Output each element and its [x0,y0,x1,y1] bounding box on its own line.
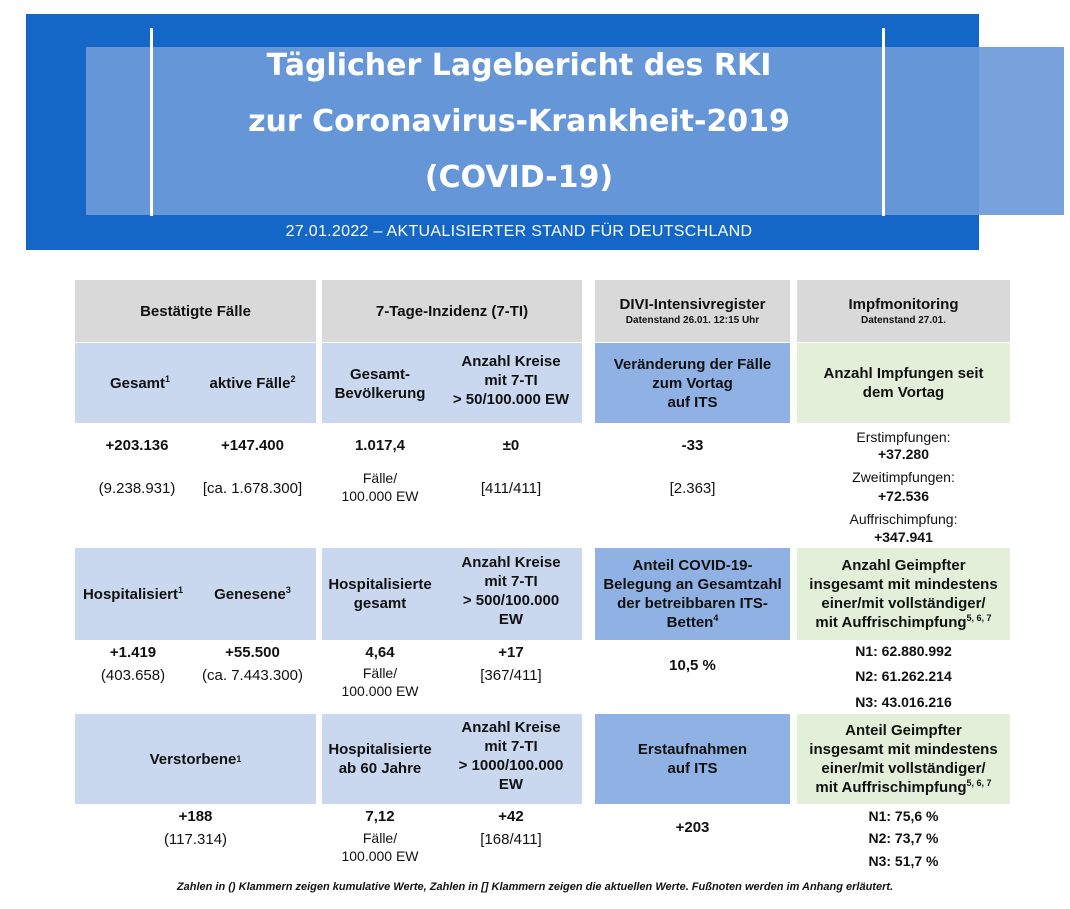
value-hospitalized-incidence: 4,64 [365,644,395,661]
value-districts-50-change: ±0 [502,437,520,454]
label-covid-its-share: Anteil COVID-19- Belegung an Gesamtzahl der betreibbaren ITS- Betten$^4$ [595,548,790,640]
vacc-booster-label: Auffrischimpfung: [849,511,958,527]
value-hospitalized-60plus-unit: Fälle/ 100.000 EW [341,830,419,864]
value-incidence: 1.017,4 [354,437,406,454]
value-its-change: -33 [681,437,704,454]
value-deaths-new: +188 [178,808,213,825]
value-hospitalized-new: +1.419 [109,644,157,661]
label-districts-1000: Anzahl Kreise mit 7-TI > 1000/100.000 EW [458,719,564,793]
value-total-new: +203.136 [105,437,169,454]
value-districts-1000-change: +42 [498,808,524,825]
vacc-booster-value: +347.941 [874,529,933,545]
section-header-divi [595,280,790,342]
section-title-divi: DIVI-Intensivregister [619,296,766,313]
value-hospitalized-60plus: 7,12 [365,808,395,825]
value-districts-500-change: +17 [498,644,524,661]
value-deaths-cumulative: (117.314) [163,831,228,848]
section-title-cases: Bestätigte Fälle [140,302,251,320]
footnote: Zahlen in () Klammern zeigen kumulative Werte, Zahlen in [] Klammern zeigen die aktuellen Werte. Fußnoten werden im Anhang erläutert. [176,881,894,893]
label-total-population: Gesamt- Bevölkerung [334,366,426,402]
value-covid-its-share: 10,5 % [669,657,716,674]
section-date-divi: Datenstand 26.01. 12:15 Uhr [625,315,760,326]
value-share-n2: N2: 73,7 % [868,830,939,846]
section-header-cases [75,280,316,342]
report-title-line-2: zur Coronavirus-Krankheit-2019 [248,104,790,139]
label-hospitalized-60plus: Hospitalisierte ab 60 Jahre [328,741,432,777]
label-total: Gesamt$^1$ [109,374,171,392]
label-its-admissions: Erstaufnahmen auf ITS [595,714,790,804]
section-date-vaccination: Datenstand 27.01. [860,315,947,326]
section-title-vaccination: Impfmonitoring [848,296,959,313]
value-share-n3: N3: 51,7 % [868,853,939,869]
value-active-current: [ca. 1.678.300] [202,480,303,497]
label-districts-50: Anzahl Kreise mit 7-TI > 50/100.000 EW [452,353,570,408]
value-hospitalized-cumulative: (403.658) [100,667,166,684]
vacc-second-label: Zweitimpfungen: [852,469,955,485]
value-incidence-unit: Fälle/ 100.000 EW [341,470,419,504]
label-hospitalized-total: Hospitalisierte gesamt [328,576,432,612]
vacc-second-value: +72.536 [878,488,929,504]
value-total-cumulative: (9.238.931) [98,480,176,497]
label-districts-500: Anzahl Kreise mit 7-TI > 500/100.000 EW [461,554,561,628]
label-vaccinated-share: Anteil Geimpfter insgesamt mit mindestens einer/mit vollständiger/ mit Auffrischimpfung$^{5, 6, 7}$ [797,714,1010,804]
label-recovered: Genesene$^3$ [214,585,291,603]
label-deaths: Verstorbene 1 [75,714,316,804]
label-vaccinations-since-yesterday: Anzahl Impfungen seit dem Vortag [797,343,1010,423]
value-share-n1: N1: 75,6 % [868,808,939,824]
vacc-first-value: +37.280 [878,446,929,462]
value-active-new: +147.400 [221,437,284,454]
section-title-incidence: 7-Tage-Inzidenz (7-TI) [375,302,529,320]
value-recovered-cumulative: (ca. 7.443.300) [202,667,303,684]
value-districts-1000-current: [168/411] [480,831,542,848]
label-active-cases: aktive Fälle$^2$ [209,374,296,392]
value-vaccinated-n2: N2: 61.262.214 [855,668,952,684]
value-its-admissions: +203 [675,819,710,836]
value-vaccinated-n3: N3: 43.016.216 [855,694,952,710]
section-header-incidence [322,280,582,342]
label-its-change: Veränderung der Fälle zum Vortag auf ITS [595,343,790,423]
value-districts-50-current: [411/411] [480,480,542,497]
value-hospitalized-incidence-unit: Fälle/ 100.000 EW [341,665,419,699]
label-vaccinated-count: Anzahl Geimpfter insgesamt mit mindestens einer/mit vollständiger/ mit Auffrischimpfung$^{5, 6, 7}$ [797,548,1010,640]
label-hospitalized: Hospitalisiert$^1$ [82,585,184,603]
value-districts-500-current: [367/411] [480,667,542,684]
report-subtitle: 27.01.2022 – AKTUALISIERTER STAND FÜR DEUTSCHLAND [285,223,753,240]
value-its-current: [2.363] [669,480,716,497]
value-recovered-new: +55.500 [225,644,280,661]
report-title-line-1: Täglicher Lagebericht des RKI [266,48,772,83]
vacc-first-label: Erstimpfungen: [856,429,951,445]
value-vaccinated-n1: N1: 62.880.992 [855,643,952,659]
section-header-vaccination [797,280,1010,342]
report-title-line-3: (COVID-19) [424,160,614,195]
